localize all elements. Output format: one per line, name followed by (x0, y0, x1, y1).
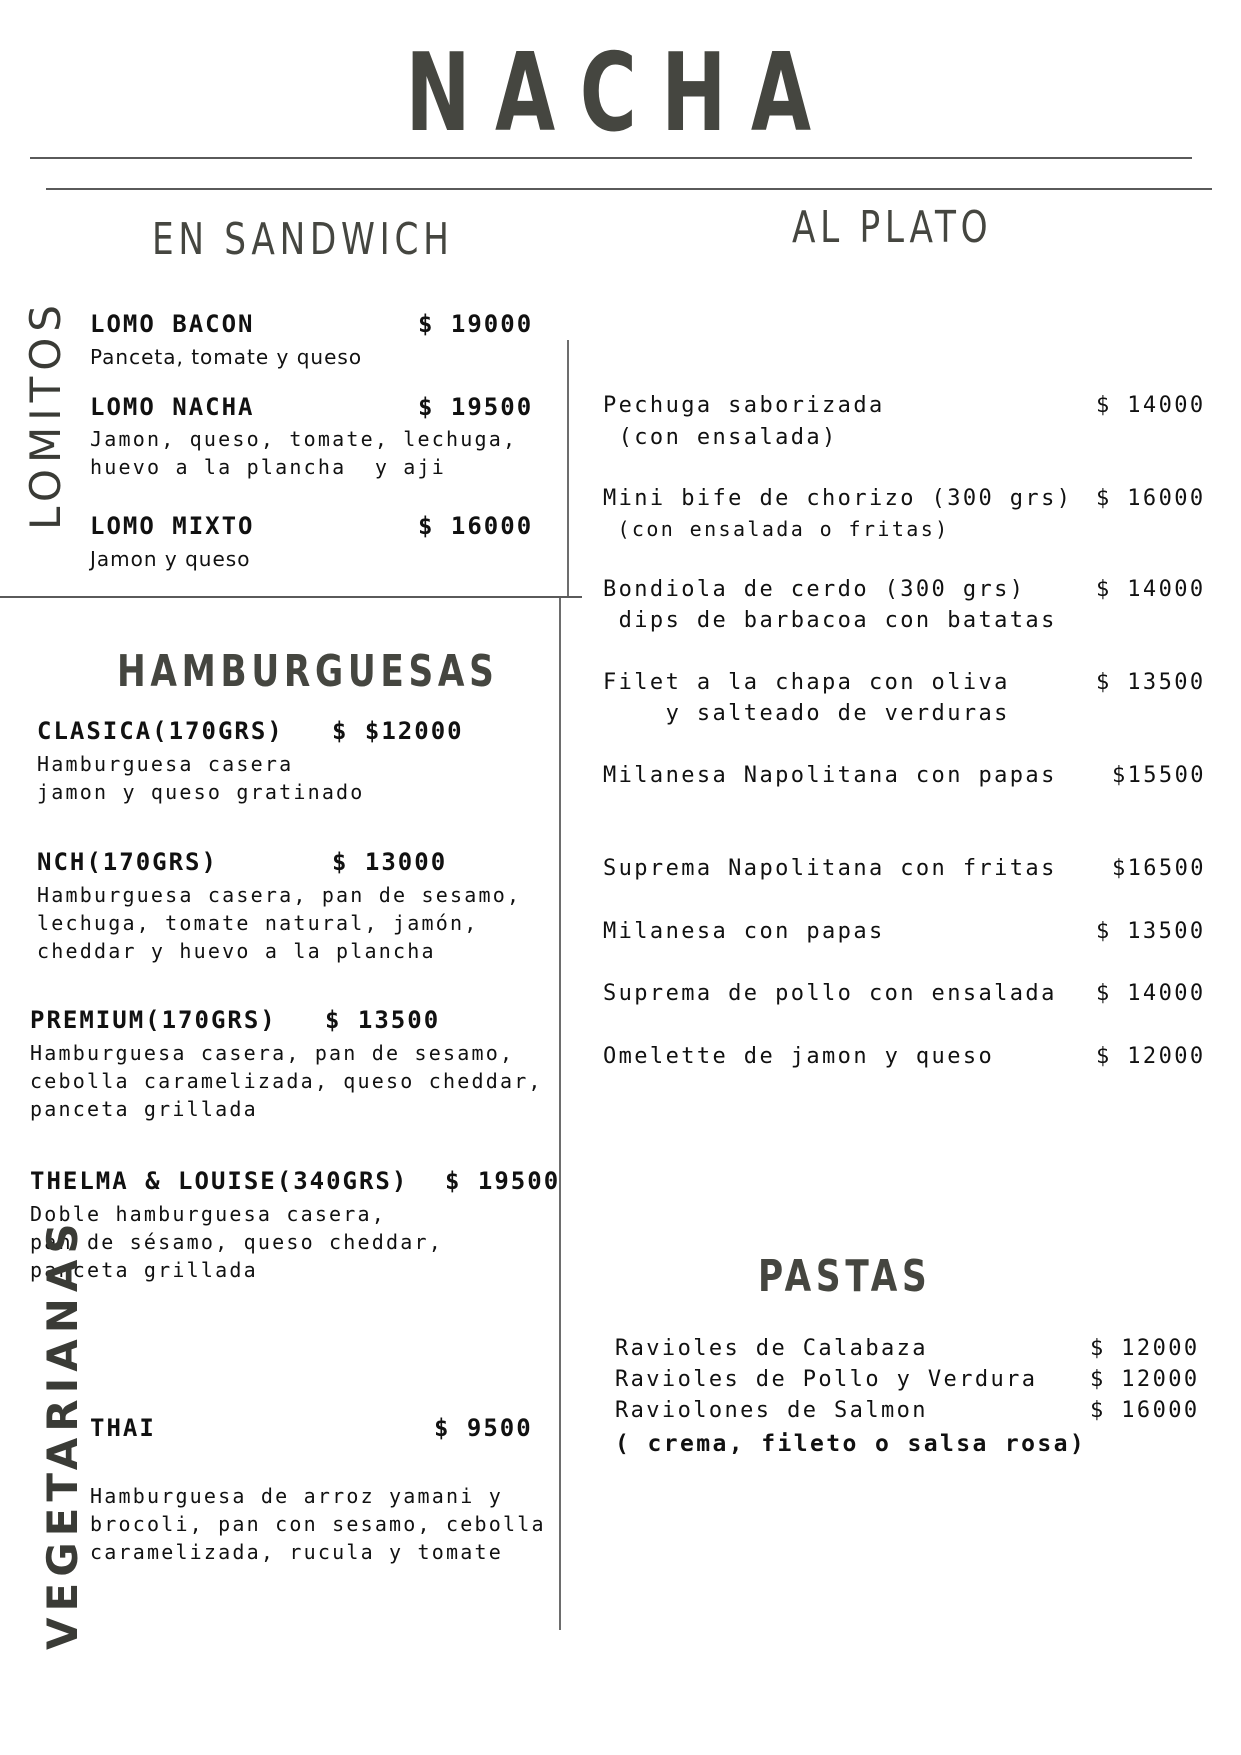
section-title-pastas: PASTAS (758, 1251, 932, 1302)
item-name: Milanesa con papas (603, 919, 885, 944)
item-price: $15500 (1112, 763, 1206, 788)
section-title-sandwich: EN SANDWICH (152, 214, 454, 265)
item-price: $ 14000 (1096, 393, 1206, 418)
item-name: Pechuga saborizada (603, 393, 885, 418)
item-name: Suprema Napolitana con fritas (603, 856, 1057, 881)
item-name: Ravioles de Calabaza (615, 1336, 928, 1361)
item-price: $ 16000 (1090, 1398, 1200, 1423)
column-divider-bottom (559, 598, 561, 1630)
item-name: LOMO NACHA (90, 393, 255, 421)
item-name: Suprema de pollo con ensalada (603, 981, 1057, 1006)
header-divider-top (30, 157, 1192, 159)
item-price: $ 9500 (434, 1414, 533, 1442)
item-description: Jamon y queso (90, 547, 251, 571)
item-price: $ 12000 (1090, 1336, 1200, 1361)
item-price: $ 13500 (1096, 670, 1206, 695)
item-price: $ 13500 (1096, 919, 1206, 944)
item-price: $ 16000 (418, 512, 534, 540)
lomitos-label: LOMITOS (21, 299, 70, 530)
item-subtitle: (con ensalada) (603, 425, 838, 450)
item-subtitle: dips de barbacoa con batatas (603, 608, 1057, 633)
header-divider-bottom (46, 188, 1212, 190)
item-name: Filet a la chapa con oliva (603, 670, 1010, 695)
item-name: LOMO MIXTO (90, 512, 255, 540)
item-price: $16500 (1112, 856, 1206, 881)
item-price: $ 16000 (1096, 486, 1206, 511)
item-price: $ 19500 (418, 393, 534, 421)
lomitos-divider (0, 596, 582, 598)
brand-title: NACHA (405, 31, 836, 156)
item-name: Bondiola de cerdo (300 grs) (603, 577, 1026, 602)
column-divider-top (567, 340, 569, 596)
item-price: $ 13500 (325, 1006, 441, 1034)
item-price: $ 12000 (1096, 1044, 1206, 1069)
section-title-hamburguesas: HAMBURGUESAS (117, 646, 499, 697)
item-name: Omelette de jamon y queso (603, 1044, 995, 1069)
item-name: LOMO BACON (90, 310, 255, 338)
item-price: $ 19500 (445, 1167, 561, 1195)
item-description: Hamburguesa casera jamon y queso gratinado (37, 752, 365, 804)
section-title-al-plato: AL PLATO (792, 202, 993, 253)
item-description: Panceta, tomate y queso (90, 345, 363, 369)
item-name: Raviolones de Salmon (615, 1398, 928, 1423)
item-description: Jamon, queso, tomate, lechuga, huevo a la plancha y aji (90, 427, 518, 479)
item-name: CLASICA(170GRS) (37, 717, 284, 745)
item-name: THAI (90, 1414, 156, 1442)
item-name: Milanesa Napolitana con papas (603, 763, 1057, 788)
item-name: Mini bife de chorizo (300 grs) (603, 486, 1073, 511)
item-subtitle: y salteado de verduras (603, 701, 1010, 726)
item-price: $ 14000 (1096, 577, 1206, 602)
pastas-sauce-note: ( crema, fileto o salsa rosa) (615, 1431, 1087, 1457)
item-name: NCH(170GRS) (37, 848, 218, 876)
vegetarianas-label: VEGETARIANAS (38, 1217, 87, 1650)
item-description: Doble hamburguesa casera, pan de sésamo, queso cheddar, panceta grillada (30, 1202, 443, 1282)
item-subtitle: (con ensalada o fritas) (603, 517, 950, 541)
item-name: THELMA & LOUISE(340GRS) (30, 1167, 409, 1195)
item-price: $ $12000 (332, 717, 464, 745)
item-price: $ 13000 (332, 848, 448, 876)
item-description: Hamburguesa de arroz yamani y brocoli, pan con sesamo, cebolla caramelizada, rucula y tomate (90, 1484, 546, 1564)
item-name: Ravioles de Pollo y Verdura (615, 1367, 1038, 1392)
item-description: Hamburguesa casera, pan de sesamo, lechuga, tomate natural, jamón, cheddar y huevo a la plancha (37, 883, 522, 963)
item-description: Hamburguesa casera, pan de sesamo, cebolla caramelizada, queso cheddar, panceta grillada (30, 1041, 543, 1121)
item-price: $ 19000 (418, 310, 534, 338)
item-price: $ 12000 (1090, 1367, 1200, 1392)
item-price: $ 14000 (1096, 981, 1206, 1006)
item-name: PREMIUM(170GRS) (30, 1006, 277, 1034)
